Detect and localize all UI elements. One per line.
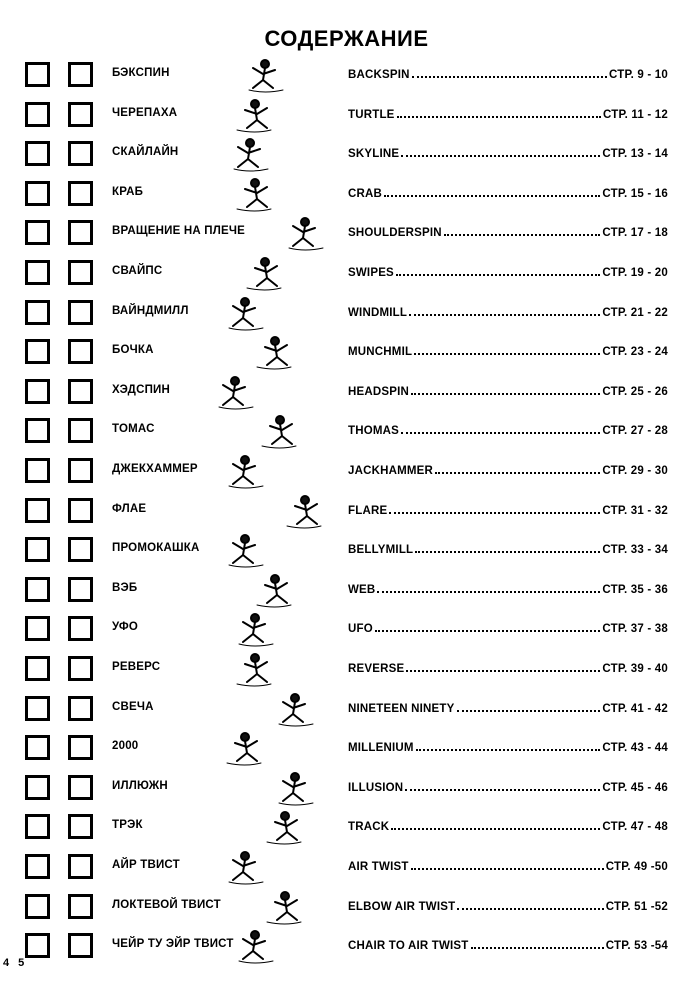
dancer-figure-icon xyxy=(205,606,335,650)
move-entry-en xyxy=(348,423,668,437)
move-name-en: ELBOW AIR TWIST xyxy=(348,901,456,913)
move-entry-en xyxy=(348,621,668,635)
checkbox[interactable] xyxy=(25,498,50,523)
move-entry-en xyxy=(348,67,668,81)
page-range: СТР. 41 - 42 xyxy=(602,703,668,715)
dot-leader xyxy=(396,265,600,276)
dancer-figure-icon xyxy=(205,844,335,888)
move-entry-en xyxy=(348,503,668,517)
checkbox[interactable] xyxy=(25,181,50,206)
checkbox[interactable] xyxy=(25,62,50,87)
dancer-figure-icon xyxy=(205,329,335,373)
toc-entry xyxy=(0,377,693,407)
checkbox[interactable] xyxy=(25,418,50,443)
checkbox[interactable] xyxy=(25,458,50,483)
move-name-ru: СВЕЧА xyxy=(112,701,154,713)
move-entry-en xyxy=(348,701,668,715)
dancer-figure-icon xyxy=(205,131,335,175)
dancer-figure-icon xyxy=(205,171,335,215)
toc-entry xyxy=(0,892,693,922)
move-entry-en xyxy=(348,661,668,675)
move-name-ru: ВАЙНДМИЛЛ xyxy=(112,305,189,317)
dancer-figure-icon xyxy=(205,210,335,254)
page-range: СТР. 53 -54 xyxy=(605,940,668,952)
page-number: 4 5 xyxy=(3,957,28,969)
move-name-en: MUNCHMIL xyxy=(348,346,413,358)
move-name-en: THOMAS xyxy=(348,425,400,437)
move-name-en: REVERSE xyxy=(348,663,405,675)
dancer-figure-icon xyxy=(205,488,335,532)
checkbox[interactable] xyxy=(68,141,93,166)
page-range: СТР. 37 - 38 xyxy=(602,623,668,635)
page-range: СТР. 9 - 10 xyxy=(609,69,668,81)
checkbox[interactable] xyxy=(68,775,93,800)
checkbox[interactable] xyxy=(25,260,50,285)
toc-entry xyxy=(0,100,693,130)
toc-entry xyxy=(0,496,693,526)
checkbox[interactable] xyxy=(25,577,50,602)
dancer-figure-icon xyxy=(205,567,335,611)
move-entry-en xyxy=(348,265,668,279)
move-name-en: BELLYMILL xyxy=(348,544,414,556)
toc-entry xyxy=(0,179,693,209)
toc-entry xyxy=(0,416,693,446)
checkbox[interactable] xyxy=(25,735,50,760)
dancer-figure-icon xyxy=(205,923,335,967)
page-range: СТР. 17 - 18 xyxy=(602,227,668,239)
toc-entry xyxy=(0,654,693,684)
checkbox[interactable] xyxy=(68,894,93,919)
move-name-ru: РЕВЕРС xyxy=(112,661,161,673)
move-name-en: TURTLE xyxy=(348,109,395,121)
move-name-ru: ТРЭК xyxy=(112,819,143,831)
dot-leader xyxy=(401,146,600,157)
checkbox[interactable] xyxy=(25,379,50,404)
move-name-ru: ИЛЛЮЖН xyxy=(112,780,168,792)
move-name-ru: ТОМАС xyxy=(112,423,155,435)
dot-leader xyxy=(411,384,600,395)
dot-leader xyxy=(444,225,601,236)
move-name-ru: ЛОКТЕВОЙ ТВИСТ xyxy=(112,899,221,911)
checkbox[interactable] xyxy=(68,537,93,562)
dot-leader xyxy=(406,661,600,672)
checkbox[interactable] xyxy=(25,696,50,721)
toc-entry xyxy=(0,852,693,882)
dot-leader xyxy=(384,186,600,197)
checkbox[interactable] xyxy=(68,379,93,404)
checkbox[interactable] xyxy=(68,854,93,879)
move-name-ru: ФЛАЕ xyxy=(112,503,147,515)
checkbox[interactable] xyxy=(68,616,93,641)
checkbox[interactable] xyxy=(68,102,93,127)
page-range: СТР. 25 - 26 xyxy=(602,386,668,398)
dot-leader xyxy=(411,859,604,870)
checkbox[interactable] xyxy=(68,260,93,285)
page-range: СТР. 21 - 22 xyxy=(602,307,668,319)
toc-entry xyxy=(0,60,693,90)
move-name-en: SKYLINE xyxy=(348,148,400,160)
dot-leader xyxy=(471,938,604,949)
move-name-en: CHAIR TO AIR TWIST xyxy=(348,940,469,952)
move-name-en: AIR TWIST xyxy=(348,861,409,873)
move-name-en: SHOULDERSPIN xyxy=(348,227,442,239)
page-range: СТР. 51 -52 xyxy=(605,901,668,913)
dancer-figure-icon xyxy=(205,646,335,690)
checkbox[interactable] xyxy=(68,418,93,443)
move-entry-en xyxy=(348,780,668,794)
checkbox[interactable] xyxy=(25,656,50,681)
checkbox[interactable] xyxy=(25,775,50,800)
move-name-ru: АЙР ТВИСТ xyxy=(112,859,180,871)
checkbox[interactable] xyxy=(25,854,50,879)
dot-leader xyxy=(416,740,601,751)
move-name-ru: КРАБ xyxy=(112,186,144,198)
move-name-en: NINETEEN NINETY xyxy=(348,703,455,715)
toc-entry xyxy=(0,337,693,367)
toc-entry xyxy=(0,139,693,169)
checkbox[interactable] xyxy=(25,102,50,127)
move-name-ru: ВЭБ xyxy=(112,582,138,594)
dancer-figure-icon xyxy=(205,725,335,769)
move-name-ru: 2000 xyxy=(112,740,139,752)
move-entry-en xyxy=(348,463,668,477)
move-name-ru: ХЭДСПИН xyxy=(112,384,171,396)
checkbox[interactable] xyxy=(68,814,93,839)
move-name-en: UFO xyxy=(348,623,373,635)
toc-entry xyxy=(0,614,693,644)
toc-entry xyxy=(0,456,693,486)
page-range: СТР. 45 - 46 xyxy=(602,782,668,794)
dot-leader xyxy=(415,542,600,553)
dot-leader xyxy=(457,701,601,712)
page-range: СТР. 27 - 28 xyxy=(602,425,668,437)
checkbox[interactable] xyxy=(68,300,93,325)
dancer-figure-icon xyxy=(205,804,335,848)
dancer-figure-icon xyxy=(205,686,335,730)
dancer-figure-icon xyxy=(205,448,335,492)
dancer-figure-icon xyxy=(205,408,335,452)
toc-entry xyxy=(0,535,693,565)
toc-entry xyxy=(0,694,693,724)
move-entry-en xyxy=(348,384,668,398)
checkbox[interactable] xyxy=(68,181,93,206)
move-name-en: BACKSPIN xyxy=(348,69,410,81)
toc-entry xyxy=(0,575,693,605)
checkbox[interactable] xyxy=(25,537,50,562)
checkbox[interactable] xyxy=(68,339,93,364)
dancer-figure-icon xyxy=(205,765,335,809)
move-name-ru: ЧЕЙР ТУ ЭЙР ТВИСТ xyxy=(112,938,234,950)
move-entry-en xyxy=(348,107,668,121)
dot-leader xyxy=(435,463,600,474)
checkbox[interactable] xyxy=(25,616,50,641)
move-entry-en xyxy=(348,305,668,319)
move-entry-en xyxy=(348,225,668,239)
move-name-en: TRACK xyxy=(348,821,390,833)
move-name-en: CRAB xyxy=(348,188,383,200)
checkbox[interactable] xyxy=(68,656,93,681)
page-range: СТР. 43 - 44 xyxy=(602,742,668,754)
move-name-ru: СКАЙЛАЙН xyxy=(112,146,179,158)
dancer-figure-icon xyxy=(205,290,335,334)
checkbox[interactable] xyxy=(25,814,50,839)
move-entry-en xyxy=(348,740,668,754)
move-name-en: WINDMILL xyxy=(348,307,408,319)
page-title: СОДЕРЖАНИЕ xyxy=(264,26,429,51)
toc-entry xyxy=(0,812,693,842)
move-name-ru: УФО xyxy=(112,621,139,633)
dot-leader xyxy=(389,503,600,514)
toc-entry xyxy=(0,218,693,248)
checkbox[interactable] xyxy=(68,696,93,721)
dot-leader xyxy=(401,423,600,434)
move-name-ru: ДЖЕКХАММЕР xyxy=(112,463,198,475)
checkbox[interactable] xyxy=(25,339,50,364)
toc-entry xyxy=(0,931,693,961)
dancer-figure-icon xyxy=(205,884,335,928)
move-name-en: HEADSPIN xyxy=(348,386,410,398)
move-entry-en xyxy=(348,819,668,833)
move-name-ru: ВРАЩЕНИЕ НА ПЛЕЧЕ xyxy=(112,225,246,237)
move-name-en: MILLENIUM xyxy=(348,742,414,754)
dot-leader xyxy=(405,780,600,791)
dot-leader xyxy=(412,67,607,78)
checkbox[interactable] xyxy=(68,933,93,958)
checkbox[interactable] xyxy=(68,62,93,87)
checkbox[interactable] xyxy=(25,220,50,245)
move-name-ru: СВАЙПС xyxy=(112,265,163,277)
page-range: СТР. 11 - 12 xyxy=(603,109,668,121)
dancer-figure-icon xyxy=(205,52,335,96)
dot-leader xyxy=(409,305,600,316)
page-range: СТР. 29 - 30 xyxy=(602,465,668,477)
dot-leader xyxy=(375,621,601,632)
dot-leader xyxy=(414,344,600,355)
page-range: СТР. 33 - 34 xyxy=(602,544,668,556)
page-range: СТР. 15 - 16 xyxy=(602,188,668,200)
page-range: СТР. 19 - 20 xyxy=(602,267,668,279)
toc-entry xyxy=(0,773,693,803)
checkbox[interactable] xyxy=(25,933,50,958)
move-name-en: JACKHAMMER xyxy=(348,465,434,477)
checkbox[interactable] xyxy=(68,498,93,523)
checkbox[interactable] xyxy=(68,735,93,760)
page-range: СТР. 39 - 40 xyxy=(602,663,668,675)
page-range: СТР. 31 - 32 xyxy=(602,505,668,517)
page-range: СТР. 49 -50 xyxy=(605,861,668,873)
move-name-ru: БОЧКА xyxy=(112,344,154,356)
page-range: СТР. 23 - 24 xyxy=(602,346,668,358)
move-entry-en xyxy=(348,859,668,873)
move-name-en: WEB xyxy=(348,584,376,596)
move-entry-en xyxy=(348,146,668,160)
move-entry-en xyxy=(348,938,668,952)
move-entry-en xyxy=(348,186,668,200)
move-name-en: SWIPES xyxy=(348,267,394,279)
checkbox[interactable] xyxy=(25,894,50,919)
dancer-figure-icon xyxy=(205,250,335,294)
checkbox[interactable] xyxy=(25,141,50,166)
move-entry-en xyxy=(348,582,668,596)
toc-entry xyxy=(0,258,693,288)
dot-leader xyxy=(377,582,600,593)
dancer-figure-icon xyxy=(205,527,335,571)
dancer-figure-icon xyxy=(205,369,335,413)
move-entry-en xyxy=(348,542,668,556)
checkbox[interactable] xyxy=(25,300,50,325)
page-range: СТР. 47 - 48 xyxy=(602,821,668,833)
move-name-ru: БЭКСПИН xyxy=(112,67,170,79)
checkbox[interactable] xyxy=(68,220,93,245)
page-range: СТР. 35 - 36 xyxy=(602,584,668,596)
toc-entry xyxy=(0,298,693,328)
dancer-figure-icon xyxy=(205,92,335,136)
dot-leader xyxy=(391,819,600,830)
dot-leader xyxy=(397,107,601,118)
checkbox[interactable] xyxy=(68,577,93,602)
dot-leader xyxy=(457,899,603,910)
move-name-ru: ПРОМОКАШКА xyxy=(112,542,200,554)
move-name-ru: ЧЕРЕПАХА xyxy=(112,107,178,119)
checkbox[interactable] xyxy=(68,458,93,483)
toc-entry xyxy=(0,733,693,763)
move-entry-en xyxy=(348,899,668,913)
move-entry-en xyxy=(348,344,668,358)
page-range: СТР. 13 - 14 xyxy=(602,148,668,160)
move-name-en: FLARE xyxy=(348,505,388,517)
move-name-en: ILLUSION xyxy=(348,782,404,794)
